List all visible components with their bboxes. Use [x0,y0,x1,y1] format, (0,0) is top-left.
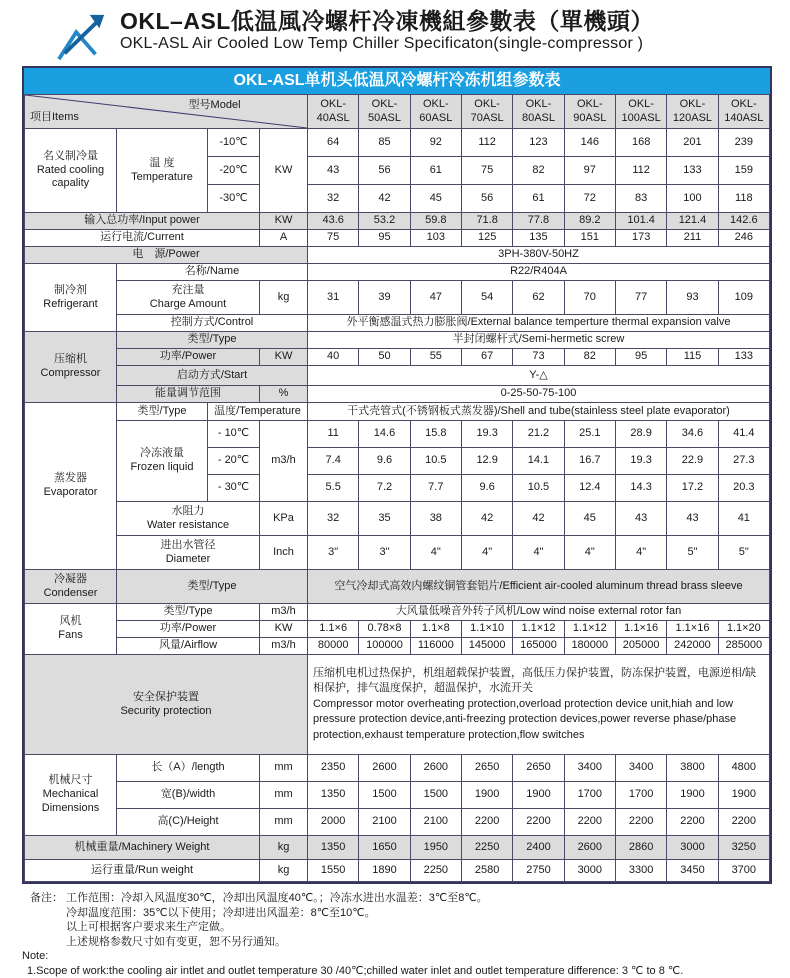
row-label-cell: 功率/Power [117,621,260,638]
table-title-banner: OKL-ASL单机头低温风冷螺杆冷冻机组参数表 [24,68,770,94]
unit-cell: m3/h [260,638,308,655]
value-cell: 109 [718,281,769,315]
value-cell: 53.2 [359,213,410,230]
value-cell: 3300 [615,860,666,882]
value-cell: 1900 [461,782,512,809]
unit-cell: kg [260,281,308,315]
value-cell: R22/R404A [308,264,770,281]
value-cell: 1350 [308,782,359,809]
value-cell: 112 [615,157,666,185]
value-cell: 10.5 [410,448,461,475]
value-cell: 1.1×6 [308,621,359,638]
value-cell: 3000 [564,860,615,882]
value-cell: 133 [667,157,718,185]
value-cell: 1900 [667,782,718,809]
value-cell: 100 [667,185,718,213]
value-cell: 9.6 [461,475,512,502]
value-cell: 55 [410,349,461,366]
value-cell: 83 [615,185,666,213]
value-cell: 2100 [410,809,461,836]
col-header-cell: OKL- 60ASL [410,95,461,129]
value-cell: 1700 [564,782,615,809]
row-label-cell: 类型/Type [117,332,308,349]
row-label-cell: 温度/Temperature [208,403,308,421]
note-line: 备注： 工作范围：冷却入风温度30℃，冷却出风温度40℃。；冷冻水进出水温差：3℃至8℃。 [30,892,488,904]
section-label-cell: 压缩机 Compressor [25,332,117,403]
value-cell: 2200 [615,809,666,836]
row-label-cell: 名称/Name [117,264,308,281]
value-cell: 7.2 [359,475,410,502]
unit-cell: m3/h [260,421,308,502]
value-cell: 外平衡感温式热力膨胀阀/External balance temperture thermal expansion valve [308,315,770,332]
row-label-cell: 控制方式/Control [117,315,308,332]
value-cell: 19.3 [615,448,666,475]
section-label-cell: 风机 Fans [25,604,117,655]
row-label-cell: 安全保护装置 Security protection [25,655,308,755]
row-label-cell: 机械重量/Machinery Weight [25,836,260,860]
unit-cell: KW [260,213,308,230]
value-cell: 61 [513,185,564,213]
value-cell: 0-25-50-75-100 [308,386,770,403]
value-cell: 2600 [359,755,410,782]
value-cell: 80000 [308,638,359,655]
value-cell: 47 [410,281,461,315]
value-cell: 1890 [359,860,410,882]
value-cell: 123 [513,129,564,157]
value-cell: 75 [461,157,512,185]
value-cell: 95 [359,230,410,247]
value-cell: 50 [359,349,410,366]
value-cell: 1650 [359,836,410,860]
value-cell: 2200 [461,809,512,836]
value-cell: 压缩机电机过热保护，机组超载保护装置，高低压力保护装置，防冻保护装置，电源逆相/缺相保护，排气温度保护，超温保护，水流开关 Compressor motor overheating protection,overload protection device unit,hiah and low pressure protection device,anti-freezing protection devices,power reverse phase/phase protection,exhaust temperature protection,flow switches [308,655,770,755]
value-cell: 1550 [308,860,359,882]
note-line: 冷却温度范围：35℃以下使用；冷却进出风温差：8℃至10℃。 [66,906,376,919]
row-label-cell: -10℃ [208,129,260,157]
value-cell: 56 [461,185,512,213]
value-cell: 1.1×20 [718,621,769,638]
value-cell: 1.1×12 [513,621,564,638]
unit-cell: KW [260,621,308,638]
value-cell: 1900 [513,782,564,809]
value-cell: 3PH-380V-50HZ [308,247,770,264]
value-cell: 38 [410,502,461,536]
col-header-cell: OKL- 140ASL [718,95,769,129]
value-cell: 42 [359,185,410,213]
value-cell: 173 [615,230,666,247]
value-cell: 4" [461,536,512,570]
value-cell: Y-△ [308,366,770,386]
value-cell: 1900 [718,782,769,809]
value-cell: 2580 [461,860,512,882]
row-label-cell: 类型/Type [117,403,208,421]
value-cell: 27.3 [718,448,769,475]
value-cell: 43.6 [308,213,359,230]
value-cell: 72 [564,185,615,213]
value-cell: 7.7 [410,475,461,502]
unit-cell: mm [260,809,308,836]
value-cell: 1.1×16 [667,621,718,638]
value-cell: 145000 [461,638,512,655]
value-cell: 1.1×10 [461,621,512,638]
value-cell: 3400 [564,755,615,782]
col-header-cell: OKL- 40ASL [308,95,359,129]
value-cell: 118 [718,185,769,213]
value-cell: 2650 [461,755,512,782]
section-label-cell: 冷凝器 Condenser [25,570,117,604]
value-cell: 82 [513,157,564,185]
value-cell: 116000 [410,638,461,655]
value-cell: 71.8 [461,213,512,230]
value-cell: 2250 [410,860,461,882]
value-cell: 242000 [667,638,718,655]
model-label: 型号Model [188,99,241,111]
value-cell: 14.3 [615,475,666,502]
value-cell: 73 [513,349,564,366]
value-cell: 3" [359,536,410,570]
value-cell: 2750 [513,860,564,882]
row-label-cell: 长（A）/length [117,755,260,782]
row-label-cell: 风量/Airflow [117,638,260,655]
corner-header-cell [25,95,308,129]
value-cell: 165000 [513,638,564,655]
value-cell: 142.6 [718,213,769,230]
value-cell: 82 [564,349,615,366]
value-cell: 32 [308,502,359,536]
value-cell: 20.3 [718,475,769,502]
value-cell: 77.8 [513,213,564,230]
col-header-cell: OKL- 120ASL [667,95,718,129]
section-label-cell: 名义制冷量 Rated cooling capality [25,129,117,213]
unit-cell: Inch [260,536,308,570]
unit-cell: KPa [260,502,308,536]
value-cell: 112 [461,129,512,157]
value-cell: 93 [667,281,718,315]
value-cell: 3250 [718,836,769,860]
value-cell: 2200 [513,809,564,836]
row-label-cell: 充注量 Charge Amount [117,281,260,315]
row-label-cell: 冷冻液量 Frozen liquid [117,421,208,502]
value-cell: 45 [410,185,461,213]
spec-table [24,94,770,882]
row-label-cell: 运行电流/Current [25,230,260,247]
value-cell: 0.78×8 [359,621,410,638]
value-cell: 干式壳管式(不锈钢板式蒸发器)/Shell and tube(stainless steel plate evaporator) [308,403,770,421]
page-subtitle: OKL-ASL Air Cooled Low Temp Chiller Specificaton(single-compressor ) [120,35,644,53]
value-cell: 1.1×16 [615,621,666,638]
value-cell: 246 [718,230,769,247]
value-cell: 43 [667,502,718,536]
value-cell: 15.8 [410,421,461,448]
value-cell: 43 [308,157,359,185]
row-label-cell: - 20℃ [208,448,260,475]
value-cell: 1500 [359,782,410,809]
value-cell: 11 [308,421,359,448]
value-cell: 14.6 [359,421,410,448]
note-line: 上述规格参数尺寸如有变更，恕不另行通知。 [66,935,286,948]
row-label-cell: 水阻力 Water resistance [117,502,260,536]
value-cell: 77 [615,281,666,315]
arrow-logo-icon [56,10,108,62]
unit-cell: A [260,230,308,247]
value-cell: 67 [461,349,512,366]
row-label-cell: 输入总功率/Input power [25,213,260,230]
value-cell: 180000 [564,638,615,655]
value-cell: 1.1×12 [564,621,615,638]
value-cell: 103 [410,230,461,247]
value-cell: 62 [513,281,564,315]
value-cell: 75 [308,230,359,247]
value-cell: 12.9 [461,448,512,475]
value-cell: 100000 [359,638,410,655]
value-cell: 2350 [308,755,359,782]
note-label: Note: [22,950,49,963]
section-label-cell: 制冷剂 Refrigerant [25,264,117,332]
section-label-cell: 机械尺寸 Mechanical Dimensions [25,755,117,836]
value-cell: 125 [461,230,512,247]
unit-cell: KW [260,129,308,213]
value-cell: 4" [564,536,615,570]
row-label-cell: - 10℃ [208,421,260,448]
value-cell: 39 [359,281,410,315]
value-cell: 41.4 [718,421,769,448]
unit-cell: kg [260,860,308,882]
value-cell: 121.4 [667,213,718,230]
value-cell: 97 [564,157,615,185]
value-cell: 2100 [359,809,410,836]
col-header-cell: OKL- 100ASL [615,95,666,129]
value-cell: 3800 [667,755,718,782]
value-cell: 2200 [667,809,718,836]
value-cell: 2860 [615,836,666,860]
value-cell: 101.4 [615,213,666,230]
value-cell: 1350 [308,836,359,860]
value-cell: 133 [718,349,769,366]
page-title: OKL–ASL低温風冷螺杆冷凍機組參數表（單機頭） [120,8,654,34]
value-cell: 115 [667,349,718,366]
value-cell: 12.4 [564,475,615,502]
value-cell: 2400 [513,836,564,860]
value-cell: 3000 [667,836,718,860]
value-cell: 9.6 [359,448,410,475]
value-cell: 2250 [461,836,512,860]
value-cell: 4800 [718,755,769,782]
value-cell: 54 [461,281,512,315]
value-cell: 201 [667,129,718,157]
value-cell: 28.9 [615,421,666,448]
value-cell: 64 [308,129,359,157]
unit-cell: mm [260,755,308,782]
row-label-cell: 启动方式/Start [117,366,308,386]
value-cell: 32 [308,185,359,213]
value-cell: 2000 [308,809,359,836]
col-header-cell: OKL- 80ASL [513,95,564,129]
row-label-cell: - 30℃ [208,475,260,502]
value-cell: 2200 [564,809,615,836]
value-cell: 146 [564,129,615,157]
value-cell: 285000 [718,638,769,655]
value-cell: 22.9 [667,448,718,475]
value-cell: 2200 [718,809,769,836]
unit-cell: kg [260,836,308,860]
row-label-cell: 宽(B)/width [117,782,260,809]
value-cell: 1950 [410,836,461,860]
value-cell: 半封闭螺杆式/Semi-hermetic screw [308,332,770,349]
value-cell: 1700 [615,782,666,809]
value-cell: 40 [308,349,359,366]
row-label-cell: 温 度 Temperature [117,129,208,213]
value-cell: 19.3 [461,421,512,448]
value-cell: 2600 [410,755,461,782]
value-cell: 25.1 [564,421,615,448]
value-cell: 34.6 [667,421,718,448]
value-cell: 5" [667,536,718,570]
value-cell: 10.5 [513,475,564,502]
note-line: 以上可根据客户要求来生产定做。 [66,921,231,934]
value-cell: 21.2 [513,421,564,448]
value-cell: 92 [410,129,461,157]
value-cell: 14.1 [513,448,564,475]
value-cell: 1500 [410,782,461,809]
value-cell: 56 [359,157,410,185]
value-cell: 3700 [718,860,769,882]
value-cell: 239 [718,129,769,157]
value-cell: 3450 [667,860,718,882]
value-cell: 70 [564,281,615,315]
row-label-cell: 电 源/Power [25,247,308,264]
row-label-cell: 进出水管径 Diameter [117,536,260,570]
value-cell: 35 [359,502,410,536]
value-cell: 211 [667,230,718,247]
row-label-cell: 功率/Power [117,349,260,366]
value-cell: 95 [615,349,666,366]
value-cell: 59.8 [410,213,461,230]
value-cell: 85 [359,129,410,157]
value-cell: 1.1×8 [410,621,461,638]
footer-notes [22,891,790,978]
value-cell: 空气冷却式高效内螺纹铜管套铝片/Efficient air-cooled aluminum thread brass sleeve [308,570,770,604]
value-cell: 151 [564,230,615,247]
items-label: 项目Items [30,111,79,124]
value-cell: 2650 [513,755,564,782]
unit-cell: % [260,386,308,403]
value-cell: 2600 [564,836,615,860]
value-cell: 4" [513,536,564,570]
unit-cell: m3/h [260,604,308,621]
value-cell: 5" [718,536,769,570]
value-cell: 159 [718,157,769,185]
value-cell: 43 [615,502,666,536]
value-cell: 4" [615,536,666,570]
value-cell: 31 [308,281,359,315]
value-cell: 45 [564,502,615,536]
value-cell: 5.5 [308,475,359,502]
row-label-cell: -30℃ [208,185,260,213]
unit-cell: KW [260,349,308,366]
col-header-cell: OKL- 90ASL [564,95,615,129]
col-header-cell: OKL- 70ASL [461,95,512,129]
note-line: 1.Scope of work:the cooling air intlet and outlet temperature 30 /40℃;chilled water inlet and outlet temperature difference: 3 ℃ to 8 ℃. [27,964,684,977]
page-header [56,8,790,62]
col-header-cell: OKL- 50ASL [359,95,410,129]
value-cell: 89.2 [564,213,615,230]
value-cell: 17.2 [667,475,718,502]
value-cell: 7.4 [308,448,359,475]
row-label-cell: 类型/Type [117,604,260,621]
value-cell: 大风量低噪音外转子风机/Low wind noise external rotor fan [308,604,770,621]
value-cell: 168 [615,129,666,157]
value-cell: 4" [410,536,461,570]
value-cell: 41 [718,502,769,536]
section-label-cell: 蒸发器 Evaporator [25,403,117,570]
row-label-cell: 类型/Type [117,570,308,604]
value-cell: 3" [308,536,359,570]
row-label-cell: 运行重量/Run weight [25,860,260,882]
value-cell: 3400 [615,755,666,782]
value-cell: 61 [410,157,461,185]
unit-cell: mm [260,782,308,809]
row-label-cell: 能量调节范围 [117,386,260,403]
value-cell: 205000 [615,638,666,655]
value-cell: 42 [513,502,564,536]
row-label-cell: -20℃ [208,157,260,185]
value-cell: 135 [513,230,564,247]
row-label-cell: 高(C)/Height [117,809,260,836]
spec-table-wrap [22,66,772,884]
value-cell: 16.7 [564,448,615,475]
value-cell: 42 [461,502,512,536]
